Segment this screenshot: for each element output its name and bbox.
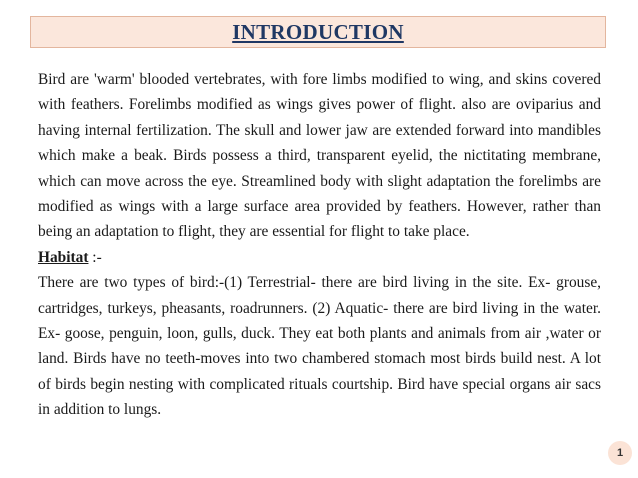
slide-content [38, 67, 601, 423]
habitat-heading-line [38, 245, 601, 270]
title-banner [30, 16, 606, 48]
slide-title: INTRODUCTION [232, 19, 404, 44]
page-number: 1 [616, 447, 624, 459]
habitat-heading: Habitat [38, 248, 89, 266]
habitat-heading-suffix: :- [88, 248, 102, 266]
intro-paragraph: Bird are 'warm' blooded vertebrates, with fore limbs modified to wing, and skins covered with feathers. Forelimbs modified as wings gives power of flight. also are oviparius and having internal fertilization. The skull and lower jaw are extended forward into mandibles which make a beak. Birds possess a third, transparent eyelid, the nictitating membrane, which can move across the eye. Streamlined body with slight adaptation the forelimbs are modified as wings with a large surface area provided by feathers. However, rather than being an adaptation to flight, they are essential for flight to take place. [38, 71, 601, 241]
page-number-badge [608, 441, 632, 465]
habitat-paragraph: There are two types of bird:-(1) Terrestrial- there are bird living in the site. Ex- grouse, cartridges, turkeys, pheasants, roadrunners. (2) Aquatic- there are bird living in the water. Ex- goose, penguin, loon, gulls, duck. They eat both plants and animals from air ,water or land. Birds have no teeth-moves into two chambered stomach most birds build nest. A lot of birds begin nesting with complicated rituals courtship. Bird have special organs air sacs in addition to lungs. [38, 274, 601, 419]
